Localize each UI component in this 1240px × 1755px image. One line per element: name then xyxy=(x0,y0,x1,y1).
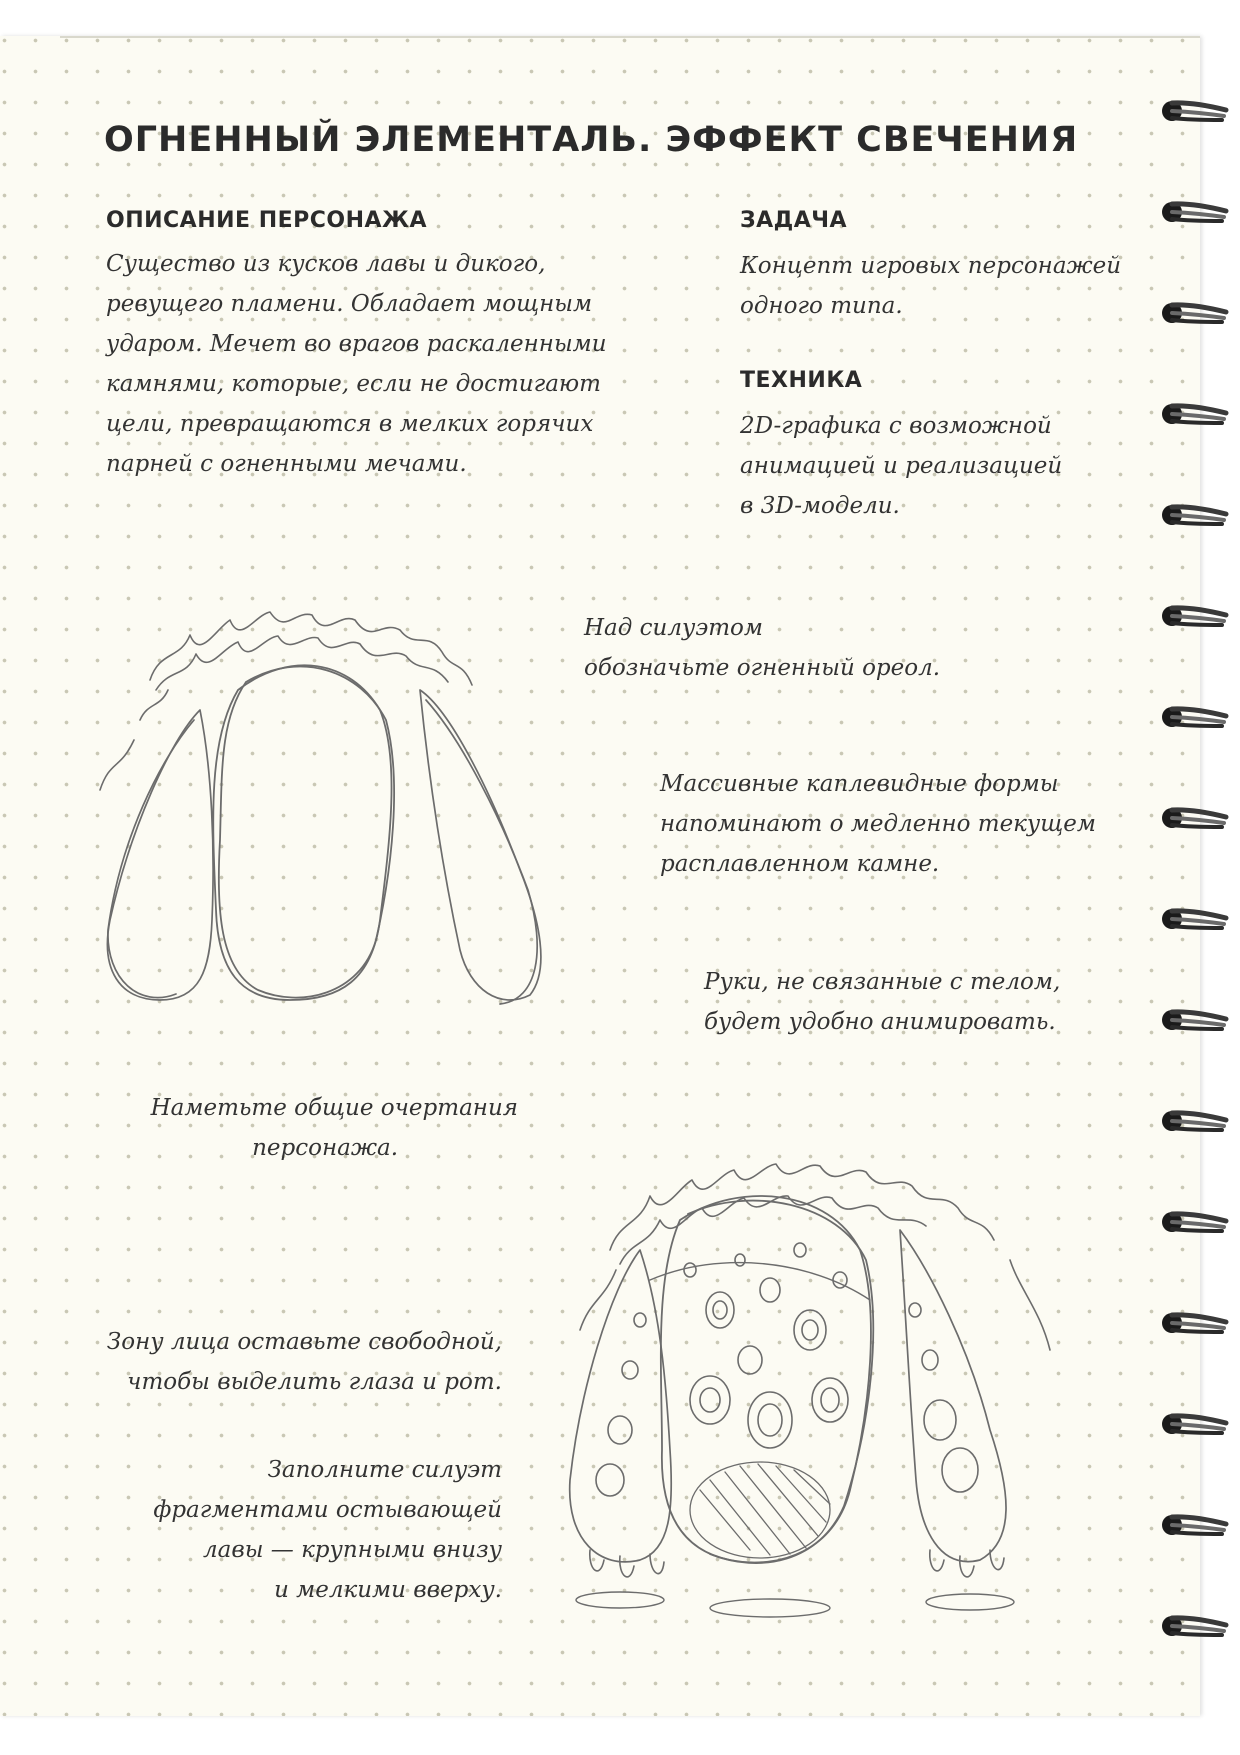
description-line: Существо из кусков лавы и дикого, xyxy=(106,251,546,277)
task-heading: ЗАДАЧА xyxy=(740,208,848,233)
body-outline xyxy=(213,665,394,1000)
binding-ring xyxy=(1160,298,1240,328)
note-line: персонажа. xyxy=(252,1135,398,1161)
note-outline xyxy=(140,1088,518,1168)
binding-ring xyxy=(1160,1409,1240,1439)
technique-text xyxy=(740,406,1062,526)
technique-line: в 3D-модели. xyxy=(740,493,900,519)
note-line: Массивные каплевидные формы xyxy=(660,771,1059,797)
binding-ring xyxy=(1160,1611,1240,1641)
note-fill xyxy=(140,1450,502,1610)
left-arm-outline xyxy=(107,710,213,1000)
binding-ring xyxy=(1160,399,1240,429)
description-line: парней с огненными мечами. xyxy=(106,451,467,477)
binding-ring xyxy=(1160,803,1240,833)
note-line: расплавленном камне. xyxy=(660,851,940,877)
task-line: Концепт игровых персонажей xyxy=(740,253,1122,279)
description-text xyxy=(106,244,607,484)
note-line: обозначьте огненный ореол. xyxy=(584,655,941,681)
note-line: Над силуэтом xyxy=(584,615,763,641)
binding-ring xyxy=(1160,1106,1240,1136)
binding-ring xyxy=(1160,96,1240,126)
description-line: ударом. Мечет во врагов раскаленными xyxy=(106,331,607,357)
task-line: одного типа. xyxy=(740,293,903,319)
right-arm-outline xyxy=(420,690,541,1004)
shadow-ellipses xyxy=(576,1592,1014,1617)
note-halo xyxy=(584,608,940,688)
page-top-edge xyxy=(60,36,1200,38)
description-line: ревущего пламени. Обладает мощным xyxy=(106,291,593,317)
note-line: Зону лица оставьте свободной, xyxy=(106,1329,502,1355)
note-drops xyxy=(660,764,1096,884)
binding-ring xyxy=(1160,197,1240,227)
description-line: цели, превращаются в мелких горячих xyxy=(106,411,594,437)
note-line: напоминают о медленно текущем xyxy=(660,811,1096,837)
spiral-binding xyxy=(1160,0,1240,1755)
binding-ring xyxy=(1160,702,1240,732)
right-arm-outline xyxy=(900,1230,1006,1562)
description-heading: ОПИСАНИЕ ПЕРСОНАЖА xyxy=(106,208,428,233)
left-arm-outline xyxy=(570,1250,672,1562)
binding-ring xyxy=(1160,904,1240,934)
note-arms xyxy=(704,962,1060,1042)
note-line: лавы — крупными внизу xyxy=(202,1537,502,1563)
note-line: Наметьте общие очертания xyxy=(150,1095,518,1121)
page-title: ОГНЕННЫЙ ЭЛЕМЕНТАЛЬ. ЭФФЕКТ СВЕЧЕНИЯ xyxy=(104,120,1079,160)
technique-heading: ТЕХНИКА xyxy=(740,368,863,393)
note-line: чтобы выделить глаза и рот. xyxy=(127,1369,502,1395)
sketch-outline xyxy=(90,590,630,1070)
note-face xyxy=(92,1322,502,1402)
note-line: Руки, не связанные с телом, xyxy=(704,969,1061,995)
description-line: камнями, которые, если не достигают xyxy=(106,371,601,397)
binding-ring xyxy=(1160,1005,1240,1035)
halo-scribble xyxy=(100,612,472,790)
note-line: фрагментами остывающей xyxy=(153,1497,502,1523)
note-line: будет удобно анимировать. xyxy=(704,1009,1056,1035)
binding-ring xyxy=(1160,1308,1240,1338)
lava-spots xyxy=(596,1243,978,1496)
sketch-lava-filled xyxy=(570,1130,1130,1670)
technique-line: анимацией и реализацией xyxy=(740,453,1063,479)
mouth-hatching xyxy=(690,1462,830,1558)
binding-ring xyxy=(1160,1510,1240,1540)
body-outline xyxy=(650,1196,873,1563)
note-line: и мелкими вверху. xyxy=(274,1577,502,1603)
binding-ring xyxy=(1160,1207,1240,1237)
binding-ring xyxy=(1160,500,1240,530)
task-text xyxy=(740,246,1121,326)
technique-line: 2D-графика с возможной xyxy=(740,413,1052,439)
note-line: Заполните силуэт xyxy=(267,1457,502,1483)
binding-ring xyxy=(1160,601,1240,631)
